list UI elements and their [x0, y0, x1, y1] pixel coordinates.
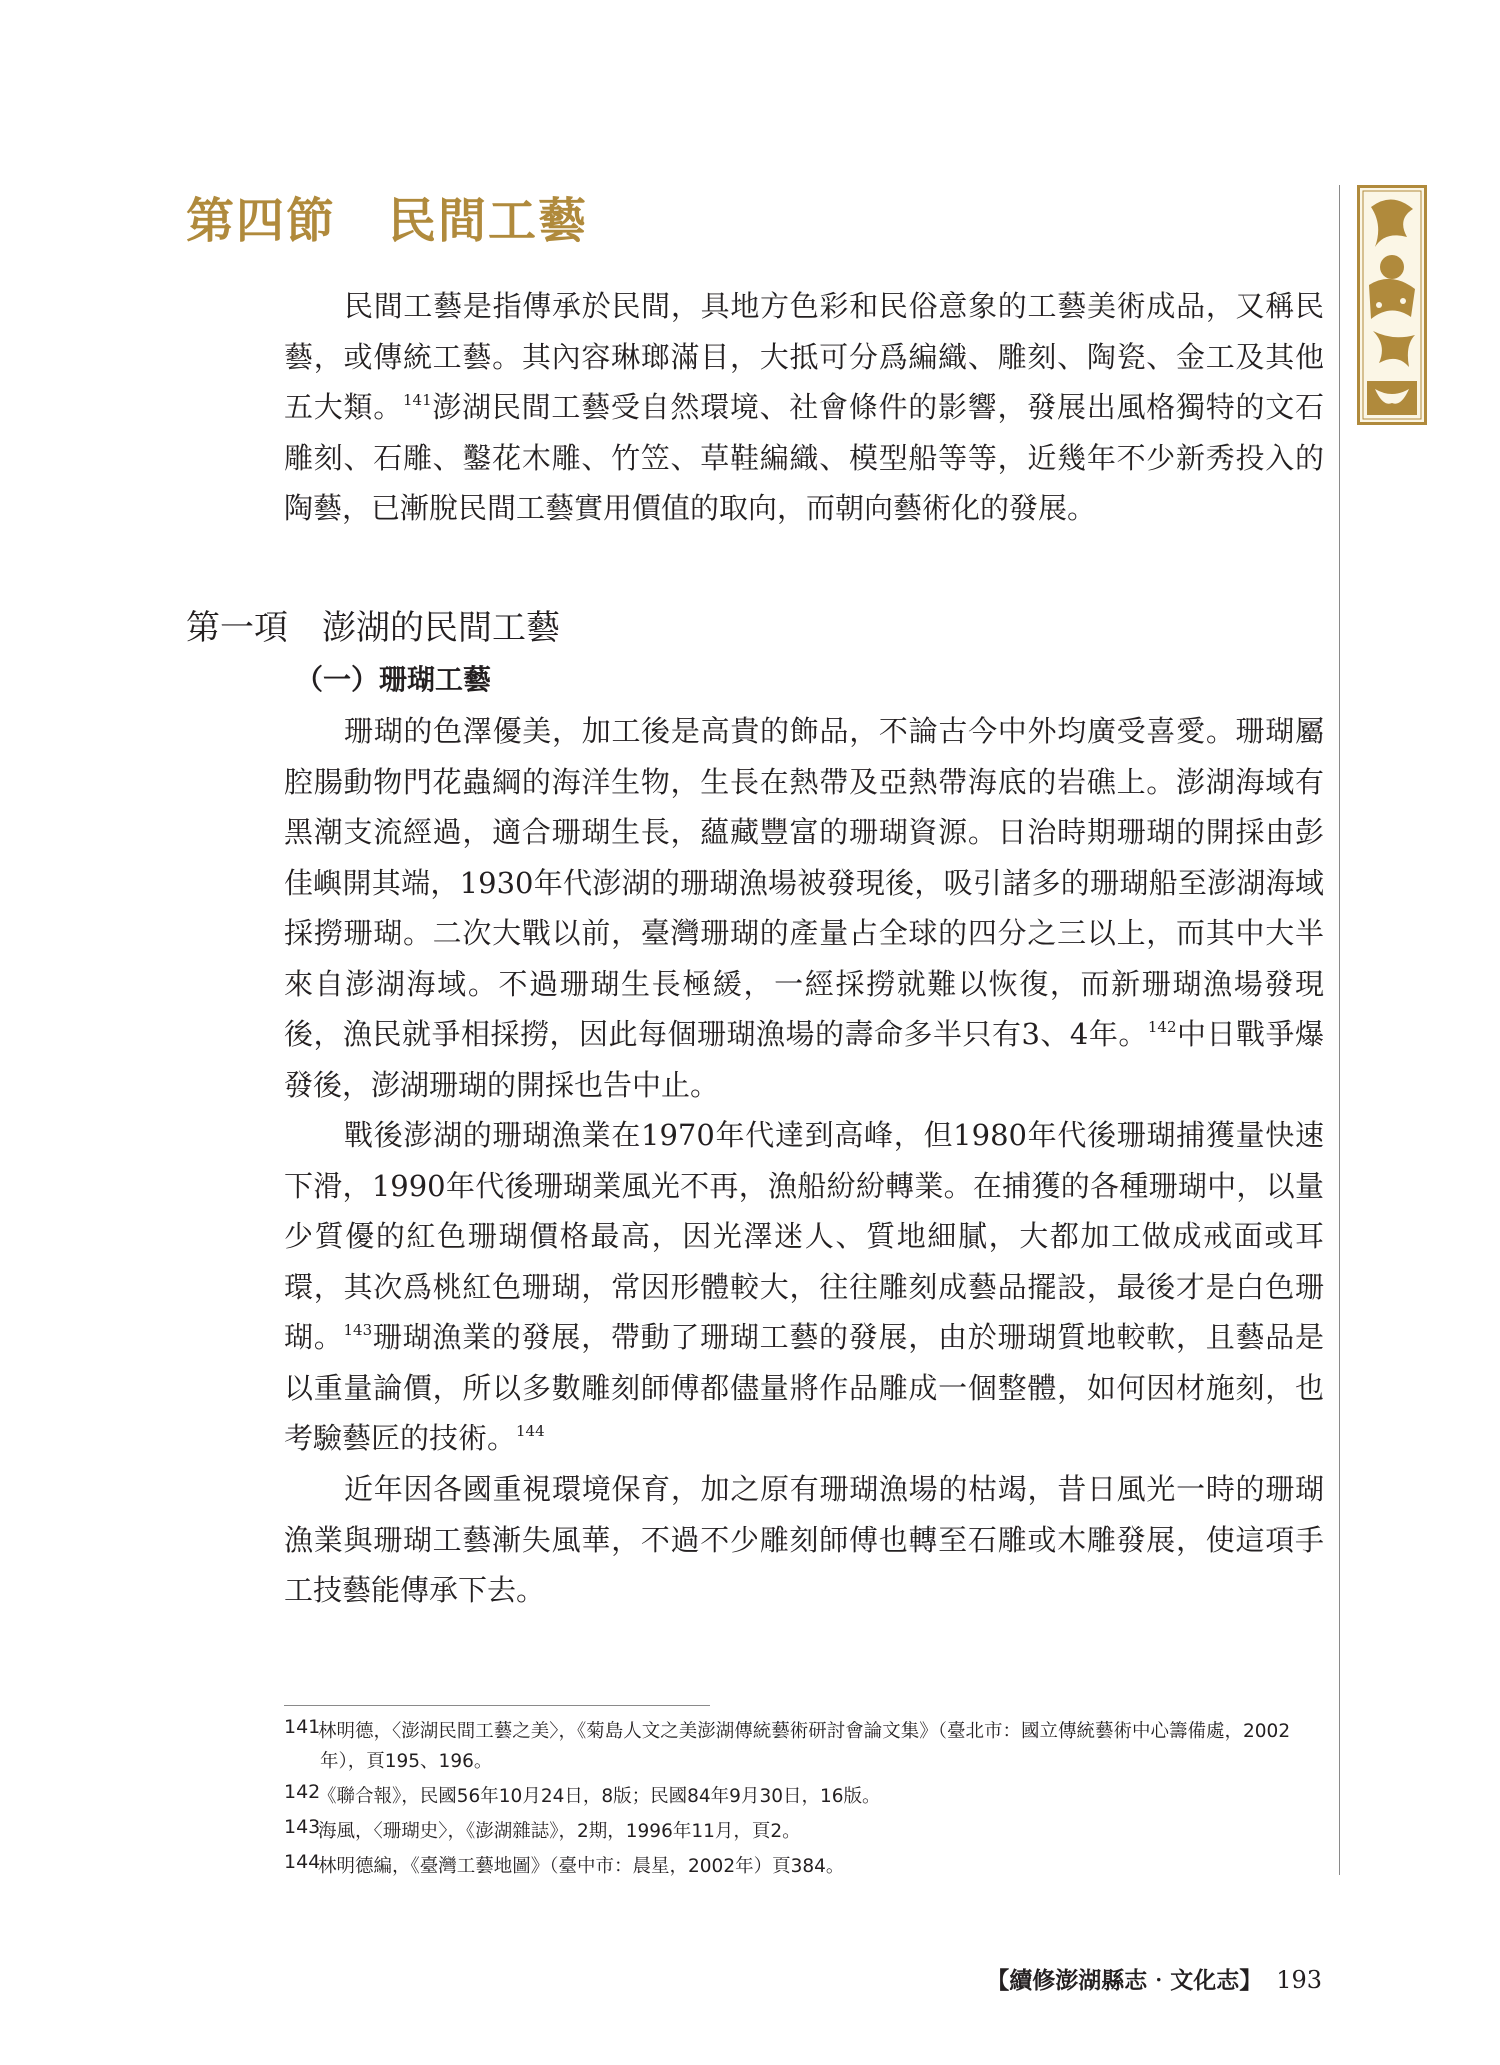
subsection-heading: [186, 600, 560, 649]
section-title: [186, 182, 588, 251]
decorative-woodcut-ornament: [1357, 185, 1427, 425]
book-title: 【續修澎湖縣志‧文化志】: [986, 1967, 1263, 1994]
paragraph-text-continued: 珊瑚漁業的發展，帶動了珊瑚工藝的發展，由於珊瑚質地較軟，且藝品是以重量論價，所以多數雕刻師傅都儘量將作品雕成一個整體，如何因材施刻，也考驗藝匠的技術。: [284, 1320, 1324, 1455]
intro-text: 民間工藝是指傳承於民間，具地方色彩和民俗意象的工藝美術成品，又稱民藝，或傳統工藝。其內容琳瑯滿目，大抵可分爲編織、雕刻、陶瓷、金工及其他五大類。: [284, 289, 1324, 424]
footnote-number: 141: [284, 1716, 321, 1738]
intro-paragraph: [284, 281, 1324, 534]
subsection-number: 第一項: [186, 608, 288, 648]
footnote-number: 144: [284, 1851, 321, 1873]
footnote-number: 143: [284, 1816, 321, 1838]
footnote-divider: [284, 1705, 710, 1706]
footnote-number: 142: [284, 1781, 321, 1803]
intro-text-continued: 澎湖民間工藝受自然環境、社會條件的影響，發展出風格獨特的文石雕刻、石雕、鑿花木雕、竹笠、草鞋編織、模型船等等，近幾年不少新秀投入的陶藝，已漸脫民間工藝實用價值的取向，而朝向藝術化的發展。: [284, 390, 1324, 525]
footnote: [284, 1777, 1324, 1812]
footnote-ref[interactable]: 143: [343, 1321, 373, 1339]
footnote-ref[interactable]: 142: [1147, 1018, 1177, 1036]
paragraph-text: 戰後澎湖的珊瑚漁業在1970年代達到高峰，但1980年代後珊瑚捕獲量快速下滑，1990年代後珊瑚業風光不再，漁船紛紛轉業。在捕獲的各種珊瑚中，以量少質優的紅色珊瑚價格最高，因光澤迷人、質地細膩，大都加工做成戒面或耳環，其次爲桃紅色珊瑚，常因形體較大，往往雕刻成藝品擺設，最後才是白色珊瑚。: [284, 1118, 1324, 1354]
page-number: 193: [1276, 1966, 1322, 1994]
footnote: [284, 1847, 1324, 1882]
footnote-ref[interactable]: 144: [516, 1422, 545, 1440]
running-footer: [986, 1962, 1322, 1995]
paragraph-text: 珊瑚的色澤優美，加工後是高貴的飾品，不論古今中外均廣受喜愛。珊瑚屬腔腸動物門花蟲綱的海洋生物，生長在熱帶及亞熱帶海底的岩礁上。澎湖海域有黑潮支流經過，適合珊瑚生長，蘊藏豐富的珊瑚資源。日治時期珊瑚的開採由彭佳嶼開其端，1930年代澎湖的珊瑚漁場被發現後，吸引諸多的珊瑚船至澎湖海域採撈珊瑚。二次大戰以前，臺灣珊瑚的產量占全球的四分之三以上，而其中大半來自澎湖海域。不過珊瑚生長極緩，一經採撈就難以恢復，而新珊瑚漁場發現後，漁民就爭相採撈，因此每個珊瑚漁場的壽命多半只有3、4年。: [284, 714, 1324, 1051]
coral-paragraph-1: [284, 706, 1324, 1110]
footnote: [284, 1712, 1324, 1777]
section-name: 民間工藝: [388, 193, 589, 249]
section-number: 第四節: [186, 193, 337, 249]
subsection-title: 澎湖的民間工藝: [322, 608, 560, 648]
margin-rule: [1339, 185, 1340, 1875]
footnote-text: 林明德編，《臺灣工藝地圖》（臺中市：晨星，2002年）頁384。: [318, 1856, 845, 1877]
paragraph-text-continued: 中日戰爭爆發後，澎湖珊瑚的開採也告中止。: [284, 1017, 1324, 1102]
footnote-ref[interactable]: 141: [402, 391, 432, 409]
footnote: [284, 1812, 1324, 1847]
coral-paragraph-3: 近年因各國重視環境保育，加之原有珊瑚漁場的枯竭，昔日風光一時的珊瑚漁業與珊瑚工藝漸失風華，不過不少雕刻師傅也轉至石雕或木雕發展，使這項手工技藝能傳承下去。: [284, 1472, 1324, 1607]
footnotes: [284, 1712, 1324, 1882]
coral-paragraph-2: [284, 1110, 1324, 1464]
footnote-text: 海風，〈珊瑚史〉，《澎湖雜誌》，2期，1996年11月，頁2。: [318, 1821, 801, 1842]
footnote-text: 《聯合報》，民國56年10月24日，8版；民國84年9月30日，16版。: [318, 1786, 881, 1807]
footnote-text: 林明德，〈澎湖民間工藝之美〉，《菊島人文之美澎湖傳統藝術研討會論文集》（臺北市：國立傳統藝術中心籌備處，2002年），頁195、196。: [318, 1721, 1291, 1772]
item-heading: （一）珊瑚工藝: [295, 663, 492, 696]
